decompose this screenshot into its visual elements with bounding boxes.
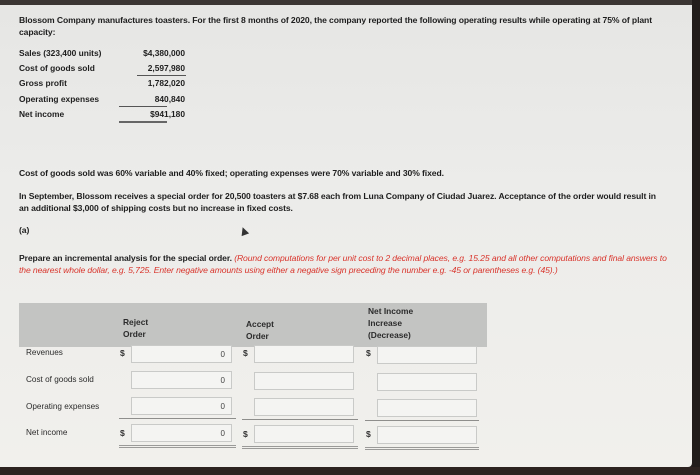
subtotal-line bbox=[137, 75, 186, 76]
subtotal-line bbox=[365, 420, 479, 421]
table-header bbox=[19, 303, 487, 347]
revenues-reject-input[interactable] bbox=[131, 345, 232, 363]
header-text: Order bbox=[123, 329, 146, 339]
subtotal-line bbox=[119, 106, 167, 107]
cogs-accept-input[interactable] bbox=[254, 372, 354, 390]
dollar-sign: $ bbox=[366, 348, 371, 358]
financial-label: Operating expenses bbox=[19, 94, 100, 104]
row-label-opex: Operating expenses bbox=[26, 402, 100, 411]
header-reject-order bbox=[123, 316, 148, 340]
dollar-sign: $ bbox=[243, 429, 248, 439]
part-label: (a) bbox=[19, 225, 30, 235]
total-double-line bbox=[365, 447, 479, 450]
net-income-reject-input[interactable] bbox=[131, 424, 232, 442]
opex-accept-input[interactable] bbox=[254, 398, 354, 416]
problem-intro: Blossom Company manufactures toasters. For the first 8 months of 2020, the company reported the following operating results while operating at 75% of plant capacity: bbox=[19, 15, 652, 37]
dollar-sign: $ bbox=[120, 348, 125, 358]
instruction-note: (Round computations for per unit cost to 2 decimal places, e.g. 15.25 and all other computations and final answers to the nearest whole dollar, e.g. 5,725. Enter negative amounts using either a negative sign preceding the number e.g. -45 or parentheses e.g. (45).) bbox=[19, 253, 667, 275]
header-text: Increase bbox=[368, 318, 402, 328]
row-label-revenues: Revenues bbox=[26, 348, 63, 357]
financial-label: Net income bbox=[19, 109, 65, 119]
financial-value: 1,782,020 bbox=[147, 78, 185, 88]
cogs-net-input[interactable] bbox=[377, 373, 477, 391]
dollar-sign: $ bbox=[366, 429, 371, 439]
total-double-line bbox=[119, 121, 167, 123]
header-text: Reject bbox=[123, 317, 149, 327]
financial-value: 840,840 bbox=[154, 94, 185, 104]
header-text: Accept bbox=[246, 319, 274, 329]
instruction-main: Prepare an incremental analysis for the special order. bbox=[19, 253, 232, 263]
total-double-line bbox=[119, 445, 236, 448]
cogs-reject-input[interactable] bbox=[131, 371, 232, 389]
special-order-text: In September, Blossom receives a special order for 20,500 toasters at $7.68 each from Luna Company of Ciudad Juarez. Acceptance of the order would result in an additional $3,000 of shipping costs but no increase in fixed costs. bbox=[19, 191, 656, 213]
header-text: Order bbox=[246, 331, 269, 341]
dollar-sign: $ bbox=[120, 428, 125, 438]
header-net-income-change bbox=[368, 305, 413, 341]
net-income-net-input[interactable] bbox=[377, 426, 477, 444]
cost-behavior-text: Cost of goods sold was 60% variable and 40% fixed; operating expenses were 70% variable and 30% fixed. bbox=[19, 168, 444, 178]
financial-value: 2,597,980 bbox=[147, 63, 185, 73]
financial-value: $941,180 bbox=[150, 109, 185, 119]
opex-reject-input[interactable] bbox=[131, 397, 232, 415]
monitor-bezel-bottom bbox=[0, 467, 700, 475]
subtotal-line bbox=[119, 418, 236, 419]
row-label-cogs: Cost of goods sold bbox=[26, 375, 94, 384]
revenues-net-input[interactable] bbox=[377, 346, 477, 364]
financial-label: Cost of goods sold bbox=[19, 63, 95, 73]
subtotal-line bbox=[242, 419, 358, 420]
opex-net-input[interactable] bbox=[377, 399, 477, 417]
financial-label: Sales (323,400 units) bbox=[19, 48, 102, 58]
revenues-accept-input[interactable] bbox=[254, 345, 354, 363]
financial-value: $4,380,000 bbox=[143, 48, 185, 58]
instruction-text bbox=[19, 252, 679, 276]
screen bbox=[0, 5, 692, 467]
header-text: (Decrease) bbox=[368, 330, 411, 340]
header-text: Net Income bbox=[368, 306, 414, 316]
monitor-bezel-right bbox=[692, 0, 700, 475]
row-label-net-income: Net income bbox=[26, 428, 68, 437]
financial-label: Gross profit bbox=[19, 78, 67, 88]
net-income-accept-input[interactable] bbox=[254, 425, 354, 443]
dollar-sign: $ bbox=[243, 348, 248, 358]
total-double-line bbox=[242, 446, 358, 449]
header-accept-order bbox=[246, 318, 274, 342]
